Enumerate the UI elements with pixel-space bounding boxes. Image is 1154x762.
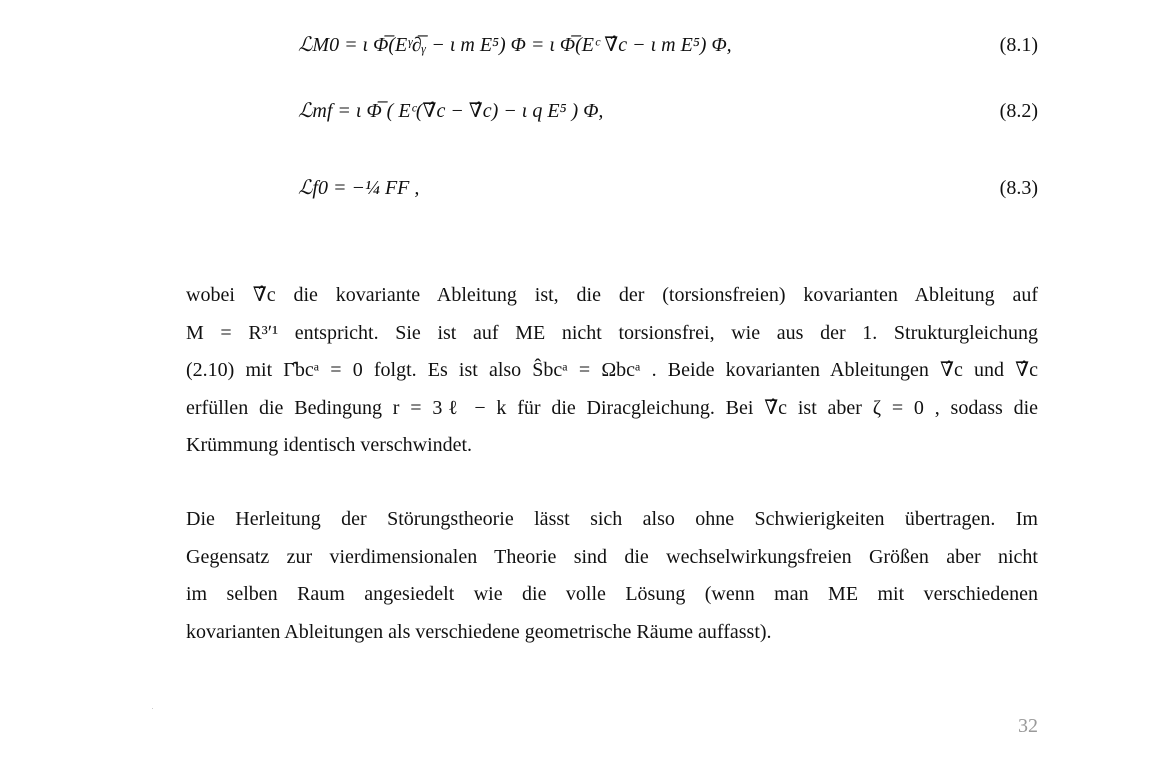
equation-8-1: ℒM0 = ι Φ̅(Eᵞ∂̅ᵧ − ι m E⁵) Φ = ι Φ̅(Eᶜ ∇̂c − ι m E⁵) Φ, — [298, 34, 732, 56]
paragraph-line: Krümmung identisch verschwindet. — [186, 434, 473, 456]
equation-number-8-2: (8.2) — [999, 100, 1038, 122]
equation-number-8-1: (8.1) — [999, 34, 1038, 56]
paragraph-line: erfüllen die Bedingung r = 3ℓ − k für die Diracgleichung. Bei ∇̂c ist aber ζ = 0 , sodass die — [186, 396, 1038, 419]
paragraph-line: kovarianten Ableitungen als verschiedene geometrische Räume auffasst). — [186, 620, 772, 643]
page-number: 32 — [1018, 715, 1038, 737]
paragraph-line: Gegensatz zur vierdimensionalen Theorie sind die wechselwirkungsfreien Größen aber nicht — [186, 545, 1038, 568]
equation-8-2: ℒmf = ι Φ̅ ( Eᶜ(∇̂c − ∇̂c) − ι q E⁵ ) Φ, — [298, 100, 604, 122]
paragraph-covariant-derivative — [186, 277, 1038, 465]
paragraph-line: wobei ∇̂c die kovariante Ableitung ist, die der (torsionsfreien) kovarianten Ableitung auf — [186, 284, 1038, 306]
paragraph-line: im selben Raum angesiedelt wie die volle Lösung (wenn man ME mit verschiedenen — [186, 583, 1038, 605]
equation-number-8-3: (8.3) — [999, 177, 1038, 199]
paragraph-line: (2.10) mit Γ̂bcᵃ = 0 folgt. Es ist also Ŝbcᵃ = Ωbcᵃ . Beide kovarianten Ableitungen ∇̂c und ∇̂c — [186, 359, 1038, 381]
paragraph-line: Die Herleitung der Störungstheorie lässt sich also ohne Schwierigkeiten übertragen. Im — [186, 508, 1038, 530]
equation-8-3: ℒf0 = −¼ FF , — [298, 177, 420, 199]
paragraph-line: M = R³ʹ¹ entspricht. Sie ist auf ME nicht torsionsfrei, wie aus der 1. Strukturgleichung — [186, 321, 1038, 344]
paragraph-perturbation-theory — [186, 501, 1038, 651]
page-speck — [152, 708, 153, 709]
